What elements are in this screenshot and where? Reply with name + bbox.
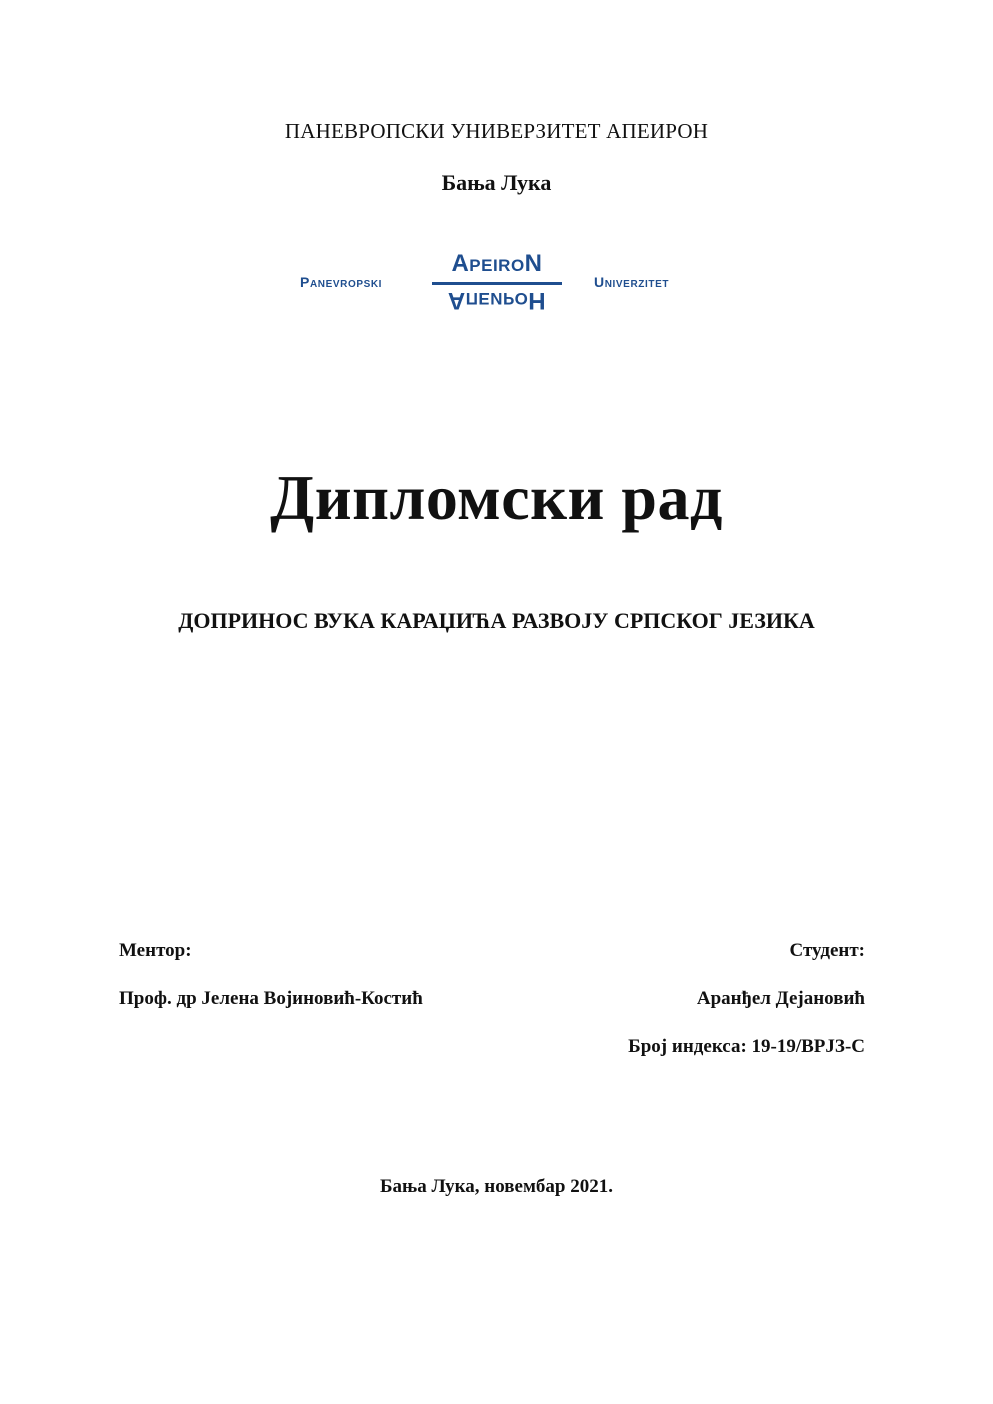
logo-mark	[430, 248, 564, 320]
mentor-label: Ментор:	[119, 940, 192, 961]
thesis-title: ДОПРИНОС ВУКА КАРАЏИЋА РАЗВОЈУ СРПСКОГ ЈЕЗИКА	[178, 608, 815, 633]
city-heading: Бања Лука	[441, 170, 552, 195]
logo-mirrored-text: АпеироН	[447, 287, 547, 314]
logo-right-text: Univerzitet	[594, 274, 670, 290]
university-logo	[296, 248, 696, 320]
student-name: Аранђел Дејановић	[696, 988, 865, 1009]
place-and-date: Бања Лука, новембар 2021.	[380, 1176, 613, 1197]
student-label: Студент:	[789, 940, 865, 961]
logo-left-text: Panevropski	[300, 274, 383, 290]
student-index-number: Број индекса: 19-19/ВРЈЗ-С	[628, 1036, 865, 1057]
mentor-name: Проф. др Јелена Војиновић-Костић	[119, 988, 423, 1009]
logo-center-text: ApeiroN	[451, 250, 543, 277]
document-type-heading: Дипломски рад	[270, 462, 723, 533]
university-name: ПАНЕВРОПСКИ УНИВЕРЗИТЕТ АПЕИРОН	[284, 119, 709, 143]
logo-divider	[432, 282, 562, 285]
